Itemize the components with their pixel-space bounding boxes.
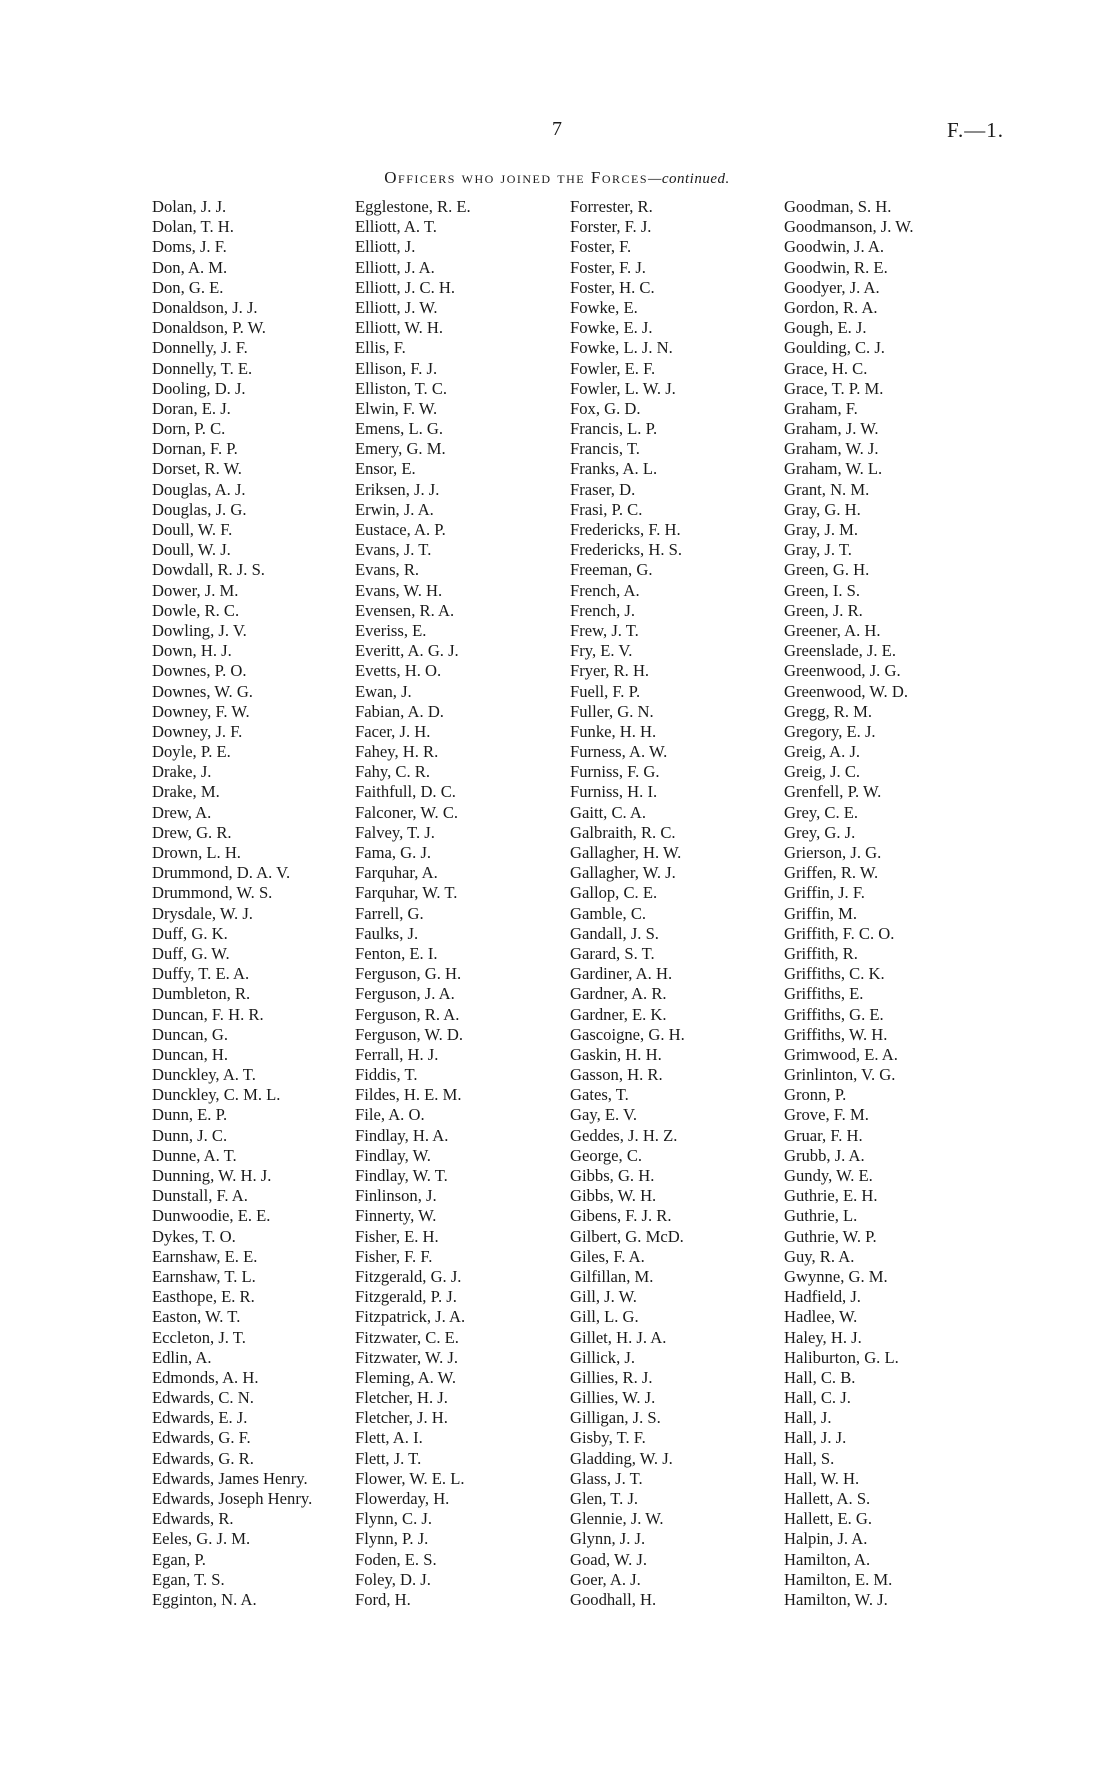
officer-name: Guthrie, E. H.: [784, 1186, 878, 1206]
officer-name: Everitt, A. G. J.: [355, 641, 459, 661]
officer-name: Grimwood, E. A.: [784, 1044, 898, 1064]
officer-name: Easthope, E. R.: [152, 1287, 255, 1307]
officer-name: Griffith, R.: [784, 943, 858, 963]
officer-name: Glass, J. T.: [570, 1468, 643, 1488]
officer-name: Evans, J. T.: [355, 540, 432, 560]
officer-name: Greenslade, J. E.: [784, 641, 896, 661]
officer-name: Giles, F. A.: [570, 1246, 645, 1266]
officer-name: Ellison, F. J.: [355, 358, 438, 378]
officer-name: Dornan, F. P.: [152, 439, 238, 459]
officer-name: Dunn, J. C.: [152, 1125, 228, 1145]
officer-name: Fitzwater, C. E.: [355, 1327, 459, 1347]
officer-name: Garard, S. T.: [570, 943, 655, 963]
officer-name: Gallop, C. E.: [570, 883, 658, 903]
officer-name: Douglas, A. J.: [152, 479, 246, 499]
officer-name: Grant, N. M.: [784, 479, 870, 499]
officer-name: Gillick, J.: [570, 1347, 635, 1367]
officer-name: Hamilton, A.: [784, 1549, 871, 1569]
officer-name: Farrell, G.: [355, 903, 424, 923]
officer-name: Fowke, E.: [570, 297, 638, 317]
officer-name: Hall, C. J.: [784, 1388, 851, 1408]
officer-name: Downes, P. O.: [152, 661, 247, 681]
officer-name: Duncan, G.: [152, 1024, 229, 1044]
officer-name: Drew, A.: [152, 802, 212, 822]
officer-name: Hadlee, W.: [784, 1307, 858, 1327]
officer-name: French, J.: [570, 600, 635, 620]
officer-name: Elliott, J. W.: [355, 297, 438, 317]
officer-name: Doyle, P. E.: [152, 742, 231, 762]
officer-name: Griffiths, W. H.: [784, 1024, 888, 1044]
officer-name: Gibens, F. J. R.: [570, 1206, 672, 1226]
officer-name: Elliston, T. C.: [355, 378, 448, 398]
officer-name: Gardner, A. R.: [570, 984, 667, 1004]
officer-name: Flynn, P. J.: [355, 1529, 429, 1549]
officer-name: Gallagher, W. J.: [570, 863, 676, 883]
officer-name: Dolan, J. J.: [152, 197, 227, 216]
officer-name: Dunn, E. P.: [152, 1105, 228, 1125]
officer-name: Fraser, D.: [570, 479, 636, 499]
officer-name: Halpin, J. A.: [784, 1529, 868, 1549]
officer-name: Fowler, L. W. J.: [570, 378, 676, 398]
officer-name: Douglas, J. G.: [152, 499, 247, 519]
officer-name: Dowling, J. V.: [152, 620, 247, 640]
officer-name: Gillies, W. J.: [570, 1388, 656, 1408]
officer-name: Duncan, H.: [152, 1044, 229, 1064]
officer-name: Donnelly, T. E.: [152, 358, 253, 378]
officer-name: Doull, W. F.: [152, 520, 233, 539]
officer-name: Faulks, J.: [355, 923, 419, 943]
officer-name: Graham, W. L.: [784, 459, 883, 479]
name-column-2: [355, 197, 575, 1610]
officer-name: Gray, J. T.: [784, 540, 852, 560]
officer-name: Greenwood, W. D.: [784, 681, 908, 701]
officer-name: Egglestone, R. E.: [355, 197, 471, 216]
officer-name: Franks, A. L.: [570, 459, 658, 479]
officer-name: Erwin, J. A.: [355, 499, 434, 519]
page-heading: [0, 168, 1114, 188]
officer-name: Edlin, A.: [152, 1347, 212, 1367]
officer-name: Glynn, J. J.: [570, 1529, 646, 1549]
officer-name: Green, G. H.: [784, 560, 870, 580]
officer-name: Dolan, T. H.: [152, 217, 234, 237]
officer-name: Drew, G. R.: [152, 822, 232, 842]
officer-name: Edwards, G. R.: [152, 1448, 254, 1468]
officer-name: Greenwood, J. G.: [784, 661, 901, 681]
officer-name: Finnerty, W.: [355, 1206, 437, 1226]
officer-name: Gardner, E. K.: [570, 1004, 667, 1024]
officer-name: Gamble, C.: [570, 903, 647, 923]
officer-name: Hall, S.: [784, 1448, 835, 1468]
officer-name: Francis, L. P.: [570, 419, 658, 439]
page-number: 7: [552, 118, 562, 140]
officer-name: Drake, M.: [152, 782, 220, 802]
officer-name: Graham, W. J.: [784, 439, 879, 459]
officer-name: Elliott, J. A.: [355, 257, 435, 277]
officer-name: Elliott, A. T.: [355, 217, 437, 237]
officer-name: Fletcher, H. J.: [355, 1388, 448, 1408]
officer-name: Don, G. E.: [152, 277, 224, 297]
officer-name: Downey, F. W.: [152, 701, 250, 721]
officer-name: Foden, E. S.: [355, 1549, 437, 1569]
officer-name: Duff, G. W.: [152, 943, 230, 963]
officer-name: Gibbs, W. H.: [570, 1186, 657, 1206]
officer-name: Gaskin, H. H.: [570, 1044, 662, 1064]
officer-name: Dunckley, A. T.: [152, 1065, 256, 1085]
officer-name: Ferrall, H. J.: [355, 1044, 439, 1064]
officer-name: Ensor, E.: [355, 459, 416, 479]
officer-name: Eriksen, J. J.: [355, 479, 440, 499]
officer-name: Griffith, F. C. O.: [784, 923, 895, 943]
officer-name: Francis, T.: [570, 439, 640, 459]
officer-name: Gates, T.: [570, 1085, 629, 1105]
officer-name: Funke, H. H.: [570, 721, 657, 741]
officer-name: Grinlinton, V. G.: [784, 1065, 896, 1085]
officer-name: Downey, J. F.: [152, 721, 243, 741]
officer-name: Dunckley, C. M. L.: [152, 1085, 281, 1105]
officer-name: Edwards, G. F.: [152, 1428, 251, 1448]
officer-name: Graham, J. W.: [784, 419, 879, 439]
officer-name: Fisher, F. F.: [355, 1246, 433, 1266]
officer-name: Edwards, R.: [152, 1509, 234, 1529]
officer-name: Farquhar, A.: [355, 863, 438, 883]
officer-name: Gordon, R. A.: [784, 297, 878, 317]
officer-name: Griffiths, E.: [784, 984, 864, 1004]
officer-name: Findlay, H. A.: [355, 1125, 449, 1145]
officer-name: Goodwin, R. E.: [784, 257, 888, 277]
officer-name: Gillies, R. J.: [570, 1367, 653, 1387]
officer-name: French, A.: [570, 580, 640, 600]
officer-name: Gruar, F. H.: [784, 1125, 863, 1145]
officer-name: Hallett, A. S.: [784, 1489, 871, 1508]
officer-name: Flett, A. I.: [355, 1428, 423, 1448]
officer-name: Gilligan, J. S.: [570, 1408, 661, 1428]
officer-name: Gray, J. M.: [784, 520, 859, 539]
officer-name: Hall, W. H.: [784, 1468, 860, 1488]
officer-name: Fildes, H. E. M.: [355, 1085, 462, 1105]
officer-name: Ferguson, G. H.: [355, 964, 462, 984]
officer-name: Ferguson, R. A.: [355, 1004, 460, 1024]
officer-name: Haliburton, G. L.: [784, 1347, 899, 1367]
officer-name: Dunstall, F. A.: [152, 1186, 248, 1206]
officer-name: Flowerday, H.: [355, 1489, 450, 1508]
officer-name: Facer, J. H.: [355, 721, 431, 741]
officer-name: Eeles, G. J. M.: [152, 1529, 251, 1549]
officer-name: Foster, F. J.: [570, 257, 646, 277]
officer-name: Hamilton, W. J.: [784, 1589, 888, 1609]
officer-name: Grenfell, P. W.: [784, 782, 882, 802]
officer-name: Fabian, A. D.: [355, 701, 444, 721]
officer-name: Donnelly, J. F.: [152, 338, 248, 358]
officer-name: File, A. O.: [355, 1105, 425, 1125]
officer-name: Egginton, N. A.: [152, 1589, 257, 1609]
officer-name: Fry, E. V.: [570, 641, 633, 661]
officer-name: Fama, G. J.: [355, 843, 432, 862]
officer-name: Flett, J. T.: [355, 1448, 422, 1468]
officer-name: Gandall, J. S.: [570, 923, 659, 943]
officer-name: Fahy, C. R.: [355, 762, 430, 782]
officer-name: Elliott, W. H.: [355, 318, 444, 338]
officer-name: Forster, F. J.: [570, 217, 652, 237]
officer-name: Hamilton, E. M.: [784, 1569, 893, 1589]
officer-name: Dowle, R. C.: [152, 600, 240, 620]
officer-name: Fenton, E. I.: [355, 943, 438, 963]
officer-name: Hall, C. B.: [784, 1367, 856, 1387]
officer-name: Drysdale, W. J.: [152, 903, 253, 923]
officer-name: Ewan, J.: [355, 681, 412, 701]
officer-name: Duff, G. K.: [152, 923, 228, 943]
officer-name: Ellis, F.: [355, 338, 406, 358]
officer-name: Fredericks, F. H.: [570, 520, 681, 539]
officer-name: Foster, F.: [570, 237, 632, 257]
officer-name: Graham, F.: [784, 398, 858, 418]
officer-name: Fletcher, J. H.: [355, 1408, 448, 1428]
officer-name: Fitzgerald, G. J.: [355, 1266, 462, 1286]
officer-name: Hall, J. J.: [784, 1428, 847, 1448]
officer-name: Fowler, E. F.: [570, 358, 656, 378]
officer-name: Griffiths, C. K.: [784, 964, 885, 984]
officer-name: Grey, G. J.: [784, 822, 856, 842]
officer-name: Flower, W. E. L.: [355, 1468, 465, 1488]
officer-name: Freeman, G.: [570, 560, 653, 580]
name-column-4: [784, 197, 1004, 1610]
officer-name: Gilfillan, M.: [570, 1266, 654, 1286]
officer-name: Griffin, J. F.: [784, 883, 865, 903]
officer-name: Downes, W. G.: [152, 681, 253, 701]
officer-name: Drake, J.: [152, 762, 212, 782]
officer-name: Fowke, L. J. N.: [570, 338, 673, 358]
officer-name: Drummond, D. A. V.: [152, 863, 291, 883]
officer-name: Furness, A. W.: [570, 742, 668, 762]
officer-name: Evans, W. H.: [355, 580, 443, 600]
officer-name: Geddes, J. H. Z.: [570, 1125, 678, 1145]
officer-name: Fryer, R. H.: [570, 661, 650, 681]
officer-name: Dorn, P. C.: [152, 419, 226, 439]
officer-name: Grace, T. P. M.: [784, 378, 884, 398]
officer-name: Donaldson, P. W.: [152, 318, 266, 338]
officer-name: Flynn, C. J.: [355, 1509, 432, 1529]
officer-name: Gill, L. G.: [570, 1307, 639, 1327]
officer-name: Greig, A. J.: [784, 742, 861, 762]
officer-name: George, C.: [570, 1145, 643, 1165]
officer-name: Finlinson, J.: [355, 1186, 437, 1206]
officer-name: Haley, H. J.: [784, 1327, 862, 1347]
officer-name: Goulding, C. J.: [784, 338, 885, 358]
officer-name: Frasi, P. C.: [570, 499, 643, 519]
officer-name: Emens, L. G.: [355, 419, 444, 439]
officer-name: Grove, F. M.: [784, 1105, 869, 1125]
officer-name: Frew, J. T.: [570, 620, 639, 640]
officer-name: Dunne, A. T.: [152, 1145, 237, 1165]
officer-name: Greig, J. C.: [784, 762, 861, 782]
heading-main: Officers who joined the Forces: [384, 168, 648, 187]
officer-name: Doms, J. F.: [152, 237, 227, 257]
officer-name: Grey, C. E.: [784, 802, 859, 822]
officer-name: Griffen, R. W.: [784, 863, 879, 883]
officer-name: Dykes, T. O.: [152, 1226, 236, 1246]
officer-name: Hallett, E. G.: [784, 1509, 873, 1529]
officer-name: Hadfield, J.: [784, 1287, 861, 1307]
officer-name: Elliott, J. C. H.: [355, 277, 456, 297]
name-column-3: [570, 197, 790, 1610]
officer-name: Gronn, P.: [784, 1085, 847, 1105]
officer-name: Foster, H. C.: [570, 277, 655, 297]
officer-name: Elwin, F. W.: [355, 398, 438, 418]
officer-name: Greener, A. H.: [784, 620, 881, 640]
officer-name: Duncan, F. H. R.: [152, 1004, 264, 1024]
officer-name: Fox, G. D.: [570, 398, 641, 418]
officer-name: Ford, H.: [355, 1589, 411, 1609]
officer-name: Gilbert, G. McD.: [570, 1226, 684, 1246]
officer-name: Goodwin, J. A.: [784, 237, 885, 257]
officer-name: Drummond, W. S.: [152, 883, 273, 903]
officer-name: Gisby, T. F.: [570, 1428, 646, 1448]
officer-name: Earnshaw, E. E.: [152, 1246, 258, 1266]
officer-name: Dorset, R. W.: [152, 459, 242, 479]
page-code: F.—1.: [947, 118, 1004, 142]
officer-name: Glennie, J. W.: [570, 1509, 664, 1529]
name-columns: [0, 197, 1114, 1617]
officer-name: Forrester, R.: [570, 197, 653, 216]
officer-name: Goodman, S. H.: [784, 197, 892, 216]
officer-name: Easton, W. T.: [152, 1307, 241, 1327]
officer-name: Findlay, W. T.: [355, 1166, 448, 1185]
officer-name: Drown, L. H.: [152, 843, 241, 862]
officer-name: Fleming, A. W.: [355, 1367, 456, 1387]
officer-name: Goodyer, J. A.: [784, 277, 880, 297]
officer-name: Grubb, J. A.: [784, 1145, 865, 1165]
officer-name: Gray, G. H.: [784, 499, 861, 519]
officer-name: Gwynne, G. M.: [784, 1266, 888, 1286]
officer-name: Glen, T. J.: [570, 1489, 639, 1508]
officer-name: Earnshaw, T. L.: [152, 1266, 256, 1286]
officer-name: Hall, J.: [784, 1408, 832, 1428]
officer-name: Evetts, H. O.: [355, 661, 442, 681]
officer-name: Gill, J. W.: [570, 1287, 637, 1307]
officer-name: Everiss, E.: [355, 620, 427, 640]
officer-name: Gaitt, C. A.: [570, 802, 647, 822]
officer-name: Gladding, W. J.: [570, 1448, 673, 1468]
officer-name: Edmonds, A. H.: [152, 1367, 259, 1387]
officer-name: Don, A. M.: [152, 257, 228, 277]
officer-name: Edwards, Joseph Henry.: [152, 1489, 313, 1508]
officer-name: Farquhar, W. T.: [355, 883, 458, 903]
officer-name: Gough, E. J.: [784, 318, 867, 338]
officer-name: Foley, D. J.: [355, 1569, 431, 1589]
officer-name: Goodhall, H.: [570, 1589, 657, 1609]
officer-name: Edwards, C. N.: [152, 1388, 254, 1408]
officer-name: Fowke, E. J.: [570, 318, 653, 338]
officer-name: Emery, G. M.: [355, 439, 446, 459]
officer-name: Gregory, E. J.: [784, 721, 876, 741]
officer-name: Fisher, E. H.: [355, 1226, 439, 1246]
officer-name: Fredericks, H. S.: [570, 540, 682, 560]
officer-name: Doull, W. J.: [152, 540, 231, 560]
officer-name: Edwards, James Henry.: [152, 1468, 308, 1488]
officer-name: Fitzwater, W. J.: [355, 1347, 459, 1367]
officer-name: Dooling, D. J.: [152, 378, 246, 398]
officer-name: Fiddis, T.: [355, 1065, 418, 1085]
officer-name: Gallagher, H. W.: [570, 843, 682, 862]
officer-name: Down, H. J.: [152, 641, 232, 661]
officer-name: Grace, H. C.: [784, 358, 868, 378]
officer-name: Eustace, A. P.: [355, 520, 446, 539]
officer-name: Falconer, W. C.: [355, 802, 459, 822]
officer-name: Fitzpatrick, J. A.: [355, 1307, 466, 1327]
officer-name: Goer, A. J.: [570, 1569, 641, 1589]
officer-name: Fuller, G. N.: [570, 701, 654, 721]
name-column-1: [152, 197, 372, 1610]
officer-name: Duffy, T. E. A.: [152, 964, 250, 984]
officer-name: Evensen, R. A.: [355, 600, 455, 620]
officer-name: Egan, T. S.: [152, 1569, 225, 1589]
officer-name: Griffin, M.: [784, 903, 857, 923]
officer-name: Gardiner, A. H.: [570, 964, 673, 984]
officer-name: Fuell, F. P.: [570, 681, 641, 701]
officer-name: Gascoigne, G. H.: [570, 1024, 685, 1044]
heading-suffix: —continued.: [648, 171, 730, 187]
officer-name: Green, I. S.: [784, 580, 861, 600]
officer-name: Fitzgerald, P. J.: [355, 1287, 457, 1307]
officer-name: Goad, W. J.: [570, 1549, 647, 1569]
officer-name: Galbraith, R. C.: [570, 822, 676, 842]
officer-name: Furniss, H. I.: [570, 782, 658, 802]
officer-name: Green, J. R.: [784, 600, 863, 620]
officer-name: Dunning, W. H. J.: [152, 1166, 272, 1185]
officer-name: Findlay, W.: [355, 1145, 431, 1165]
officer-name: Falvey, T. J.: [355, 822, 435, 842]
officer-name: Furniss, F. G.: [570, 762, 660, 782]
officer-name: Doran, E. J.: [152, 398, 231, 418]
officer-name: Gundy, W. E.: [784, 1166, 873, 1185]
officer-name: Ferguson, J. A.: [355, 984, 455, 1004]
officer-name: Faithfull, D. C.: [355, 782, 456, 802]
officer-name: Dowdall, R. J. S.: [152, 560, 265, 580]
officer-name: Grierson, J. G.: [784, 843, 882, 862]
officer-name: Guthrie, W. P.: [784, 1226, 877, 1246]
officer-name: Edwards, E. J.: [152, 1408, 248, 1428]
officer-name: Griffiths, G. E.: [784, 1004, 884, 1024]
officer-name: Dunwoodie, E. E.: [152, 1206, 271, 1226]
officer-name: Eccleton, J. T.: [152, 1327, 246, 1347]
officer-name: Dower, J. M.: [152, 580, 239, 600]
officer-name: Dumbleton, R.: [152, 984, 251, 1004]
officer-name: Ferguson, W. D.: [355, 1024, 464, 1044]
officer-name: Goodmanson, J. W.: [784, 217, 914, 237]
officer-name: Evans, R.: [355, 560, 420, 580]
officer-name: Elliott, J.: [355, 237, 416, 257]
officer-name: Gasson, H. R.: [570, 1065, 663, 1085]
officer-name: Egan, P.: [152, 1549, 206, 1569]
officer-name: Gregg, R. M.: [784, 701, 873, 721]
officer-name: Fahey, H. R.: [355, 742, 439, 762]
officer-name: Gibbs, G. H.: [570, 1166, 655, 1185]
officer-name: Guthrie, L.: [784, 1206, 858, 1226]
officer-name: Donaldson, J. J.: [152, 297, 258, 317]
officer-name: Guy, R. A.: [784, 1246, 855, 1266]
officer-name: Gillet, H. J. A.: [570, 1327, 667, 1347]
officer-name: Gay, E. V.: [570, 1105, 637, 1125]
